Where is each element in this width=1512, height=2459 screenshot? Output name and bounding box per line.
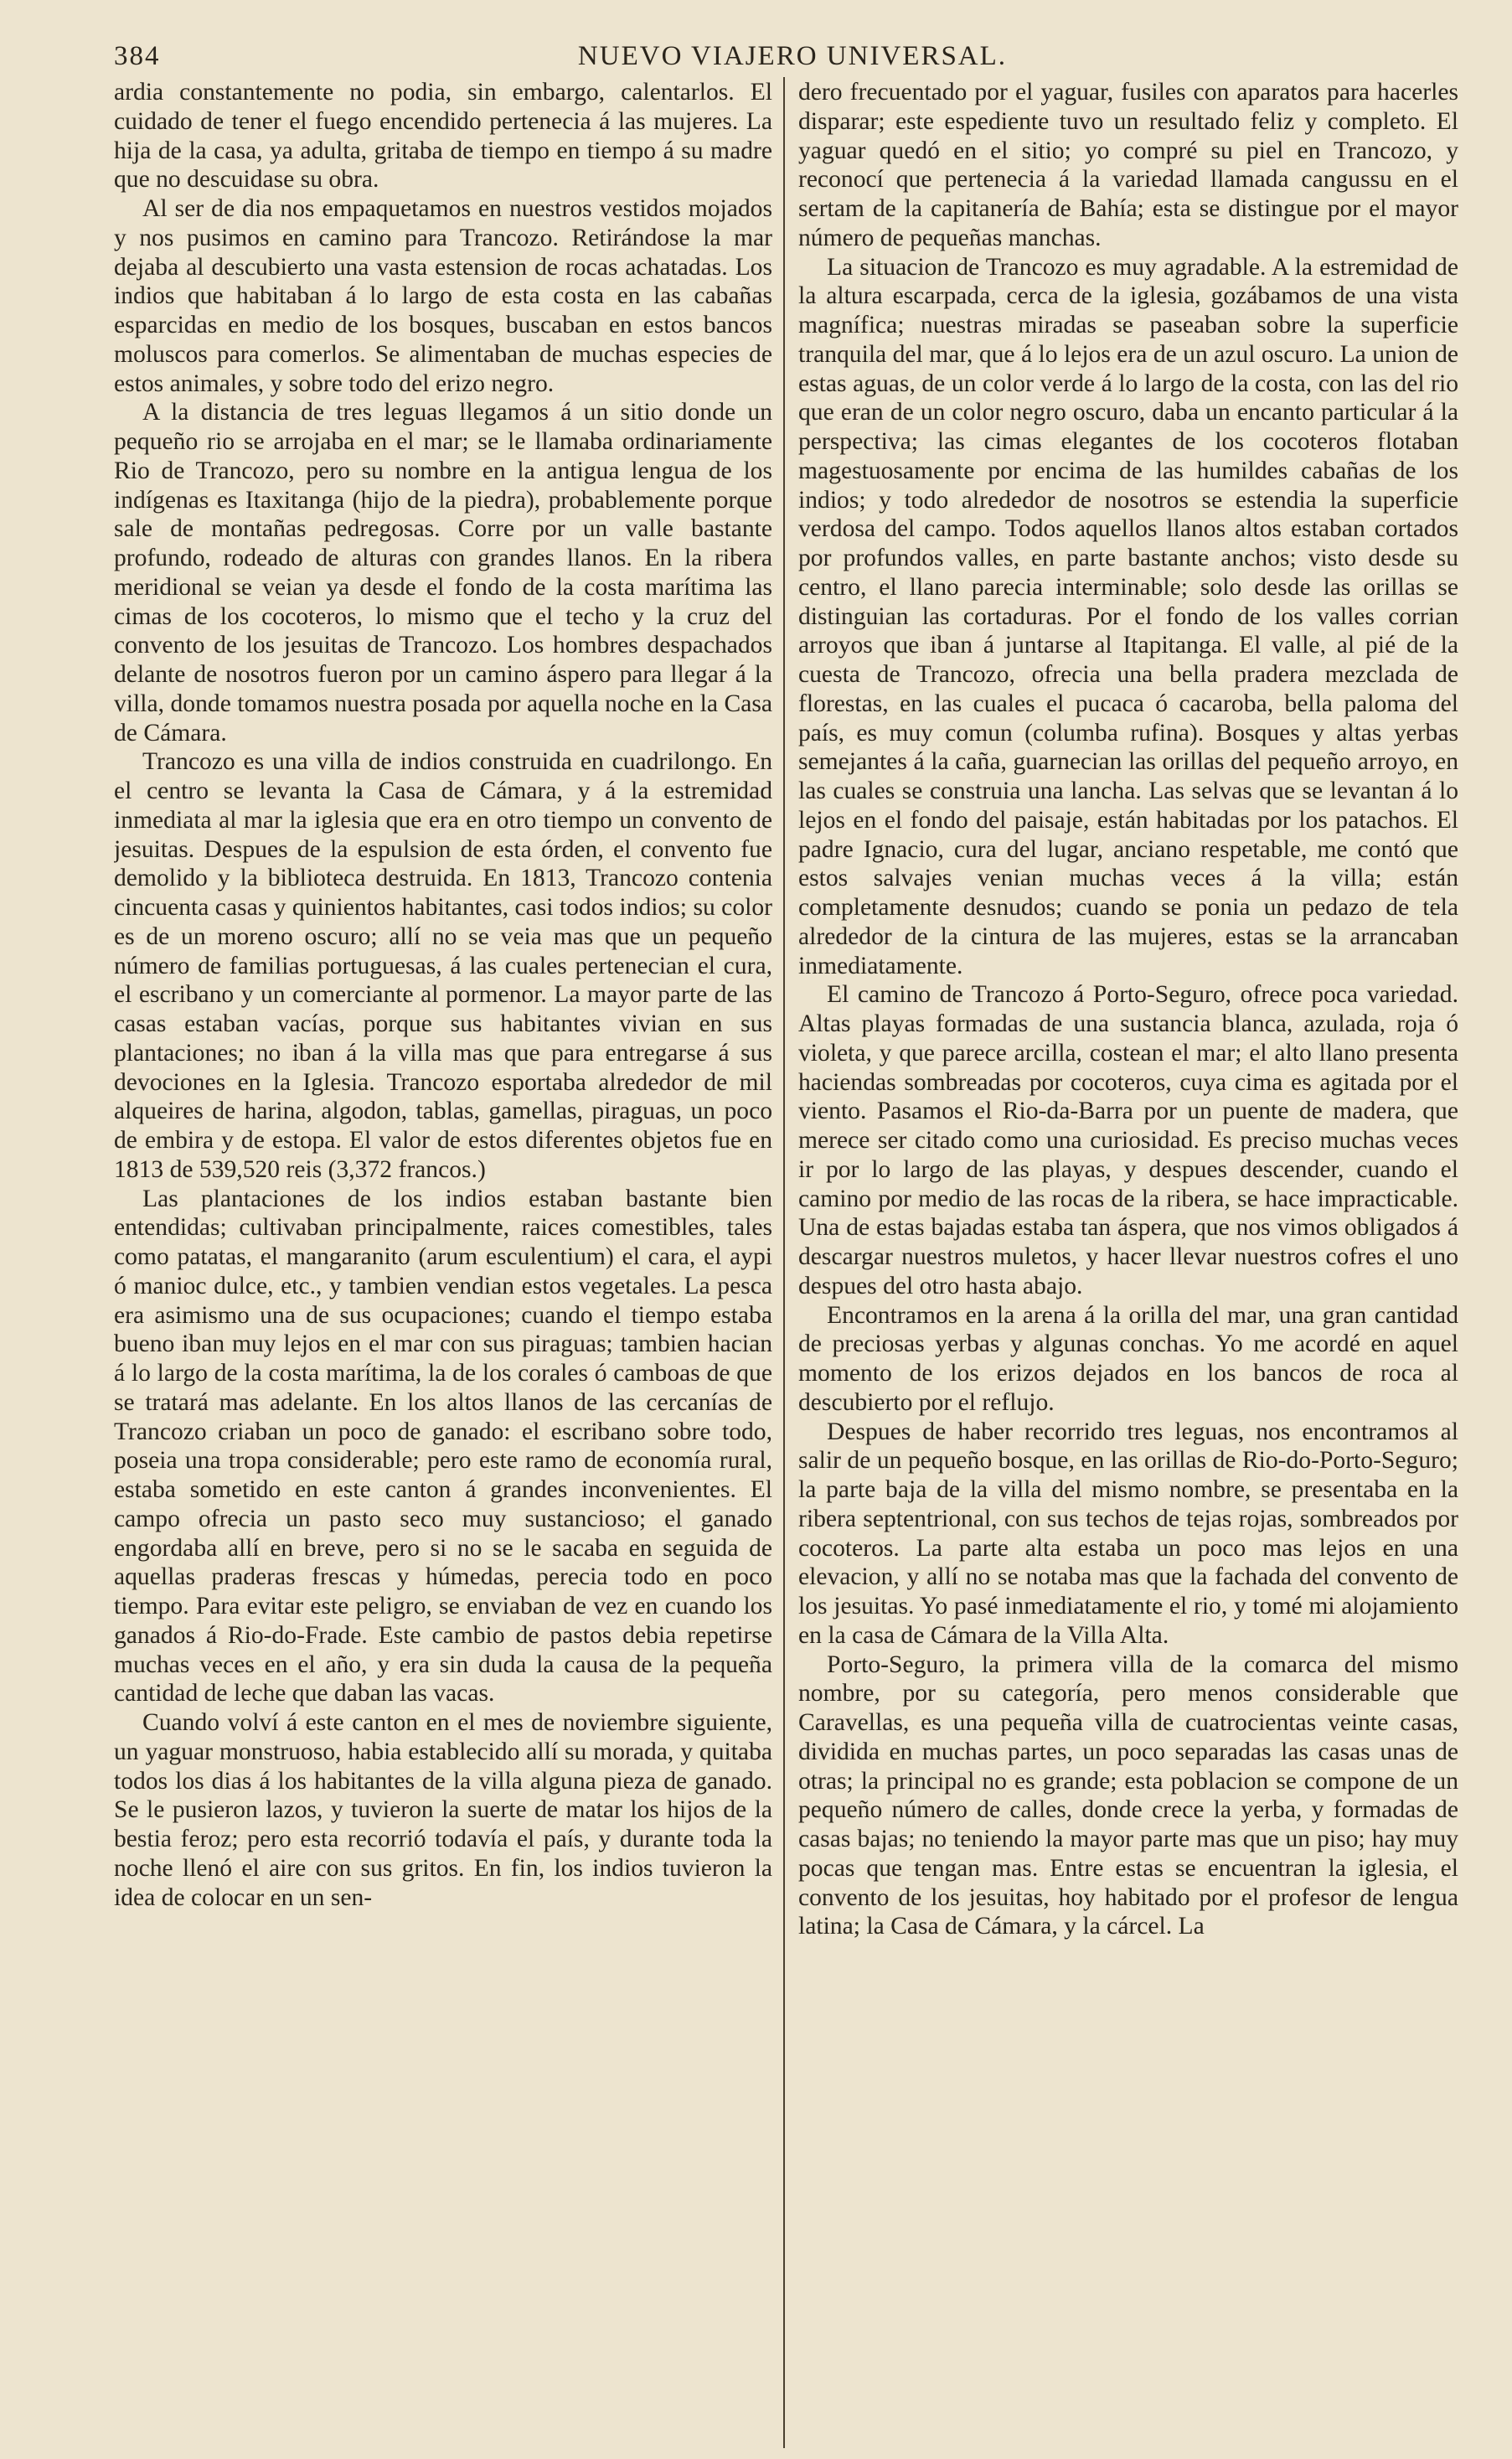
page-number: 384 — [114, 41, 161, 71]
paragraph: Trancozo es una villa de indios construida en cuadrilongo. En el centro se levanta la Casa de Cámara, y á la estremidad inmediata al mar la iglesia que era en otro tiempo un convento de jesuitas. Despues de la espulsion de esta órden, el convento fue demolido y la biblioteca destruida. En 1813, Trancozo contenia cincuenta casas y quinientos habitantes, casi todos indios; su color es de un moreno oscuro; allí no se veia mas que un pequeño número de familias portuguesas, á las cuales pertenecian el cura, el escribano y un comerciante al pormenor. La mayor parte de las casas estaban vacías, porque sus habitantes vivian en sus plantaciones; no iban á la villa mas que para entregarse á sus devociones en la Iglesia. Trancozo esportaba alrededor de mil alqueires de harina, algodon, tablas, gamellas, piraguas, un poco de embira y de estopa. El valor de estos diferentes objetos fue en 1813 de 539,520 reis (3,372 francos.) — [114, 748, 772, 1183]
paragraph: Encontramos en la arena á la orilla del mar, una gran cantidad de preciosas yerbas y algunas conchas. Yo me acordé en aquel momento de los erizos dejados en los bancos de roca al descubierto por el reflujo. — [798, 1301, 1458, 1416]
right-column — [798, 78, 1458, 2449]
paragraph: El camino de Trancozo á Porto-Seguro, ofrece poca variedad. Altas playas formadas de una sustancia blanca, azulada, roja ó violeta, y que parece arcilla, costean el mar; el alto llano presenta haciendas sombreadas por cocoteros, cuya cima es agitada por el viento. Pasamos el Rio-da-Barra por un puente de madera, que merece ser citado como una curiosidad. Es preciso muchas veces ir por lo largo de las playas, y despues descender, cuando el camino por medio de las rocas de la ribera, se hace impracticable. Una de estas bajadas estaba tan áspera, que nos vimos obligados á descargar nuestros muletos, y hacer llevar nuestros cofres el uno despues del otro hasta abajo. — [798, 981, 1458, 1299]
paragraph: Al ser de dia nos empaquetamos en nuestros vestidos mojados y nos pusimos en camino para Trancozo. Retirándose la mar dejaba al descubierto una vasta estension de rocas achatadas. Los indios que habitaban á lo largo de esta costa en las cabañas esparcidas en medio de los bosques, buscaban en estos bancos moluscos para comerlos. Se alimentaban de muchas especies de estos animales, y sobre todo del erizo negro. — [114, 195, 772, 397]
paragraph: Porto-Seguro, la primera villa de la comarca del mismo nombre, por su categoría, pero menos considerable que Caravellas, es una pequeña villa de cuatrocientas veinte casas, dividida en muchas partes, un poco separadas las casas unas de otras; la principal no es grande; esta poblacion se compone de un pequeño número de calles, donde crece la yerba, y formadas de casas bajas; no teniendo la mayor parte mas que un piso; hay muy pocas que tengan mas. Entre estas se encuentran la iglesia, el convento de los jesuitas, hoy habitado por el profesor de lengua latina; la Casa de Cámara, y la cárcel. La — [798, 1651, 1458, 1940]
paragraph: dero frecuentado por el yaguar, fusiles con aparatos para hacerles disparar; este espediente tuvo un resultado feliz y completo. El yaguar quedó en el sitio; yo compré su piel en Trancozo, y reconocí que pertenecia á la variedad llamada cangussu en el sertam de la capitanería de Bahía; esta se distingue por el mayor número de pequeñas manchas. — [798, 79, 1458, 251]
paragraph: Despues de haber recorrido tres leguas, nos encontramos al salir de un pequeño bosque, en las orillas de Rio-do-Porto-Seguro; la parte baja de la villa del mismo nombre, se presentaba en la ribera septentrional, con sus techos de tejas rojas, sombreados por cocoteros. La parte alta estaba un poco mas lejos en una elevacion, y allí no se notaba mas que la fachada del convento de los jesuitas. Yo pasé inmediatamente el rio, y tomé mi alojamiento en la casa de Cámara de la Villa Alta. — [798, 1418, 1458, 1649]
paragraph: Cuando volví á este canton en el mes de noviembre siguiente, un yaguar monstruoso, habia establecido allí su morada, y quitaba todos los dias á los habitantes de la villa alguna pieza de ganado. Se le pusieron lazos, y tuvieron la suerte de matar los hijos de la bestia feroz; pero esta recorrió todavía el país, y durante toda la noche llenó el aire con sus gritos. En fin, los indios tuvieron la idea de colocar en un sen- — [114, 1709, 772, 1911]
left-column — [114, 78, 772, 2449]
paragraph: Las plantaciones de los indios estaban bastante bien entendidas; cultivaban principalmente, raices comestibles, tales como patatas, el mangaranito (arum esculentium) el cara, el aypi ó manioc dulce, etc., y tambien vendian estos vegetales. La pesca era asimismo una de sus ocupaciones; cuando el tiempo estaba bueno iban muy lejos en el mar con sus piraguas; tambien hacian á lo largo de la costa marítima, la de los corales ó camboas de que se tratará mas adelante. En los altos llanos de las cercanías de Trancozo criaban un poco de ganado: el escribano sobre todo, poseia una tropa considerable; pero este ramo de economía rural, estaba sometido en este canton á grandes inconvenientes. El campo ofrecia un pasto seco muy sustancioso; el ganado engordaba allí en breve, pero si no se le sacaba en seguida de aquellas praderas frescas y húmedas, perecia todo en poco tiempo. Para evitar este peligro, se enviaban de vez en cuando los ganados á Rio-do-Frade. Este cambio de pastos debia repetirse muchas veces en el año, y era sin duda la causa de la pequeña cantidad de leche que daban las vacas. — [114, 1185, 772, 1707]
paragraph: ardia constantemente no podia, sin embargo, calentarlos. El cuidado de tener el fuego encendido pertenecia á las mujeres. La hija de la casa, ya adulta, gritaba de tiempo en tiempo á su madre que no descuidase su obra. — [114, 79, 772, 194]
paragraph: A la distancia de tres leguas llegamos á un sitio donde un pequeño rio se arrojaba en el mar; se le llamaba ordinariamente Rio de Trancozo, pero su nombre en la antigua lengua de los indígenas es Itaxitanga (hijo de la piedra), probablemente porque sale de montañas pedregosas. Corre por un valle bastante profundo, rodeado de alturas con grandes llanos. En la ribera meridional se veian ya desde el fondo de la costa marítima las cimas de los cocoteros, lo mismo que el techo y la cruz del convento de los jesuitas de Trancozo. Los hombres despachados delante de nosotros fueron por un camino áspero para llegar á la villa, donde tomamos nuestra posada por aquella noche en la Casa de Cámara. — [114, 399, 772, 746]
column-divider — [783, 77, 785, 2448]
running-title: NUEVO VIAJERO UNIVERSAL. — [577, 41, 1008, 71]
page-header — [114, 37, 1471, 75]
paragraph: La situacion de Trancozo es muy agradable. A la estremidad de la altura escarpada, cerca de la iglesia, gozábamos de una vista magnífica; nuestras miradas se paseaban sobre la superficie tranquila del mar, que á lo lejos era de un azul oscuro. La union de estas aguas, de un color verde á lo largo de la costa, con las del rio que eran de un color negro oscuro, daba un encanto particular á la perspectiva; las cimas elegantes de los cocoteros flotaban magestuosamente por encima de las humildes cabañas de los indios; y todo alrededor de nosotros se estendia la superficie verdosa del campo. Todos aquellos llanos altos estaban cortados por profundos valles, en parte bastante anchos; visto desde su centro, el llano parecia interminable; solo desde las orillas se distinguian las cortaduras. Por el fondo de los valles corrian arroyos que iban á juntarse al Itapitanga. El valle, al pié de la cuesta de Trancozo, ofrecia una bella pradera mezclada de florestas, en las cuales el pucaca ó cacaroba, bella paloma del país, es muy comun (columba rufina). Bosques y altas yerbas semejantes á la caña, guarnecian las orillas del pequeño arroyo, en las cuales se construia una lancha. Las selvas que se levantan á lo lejos en el fondo del paisaje, están habitadas por los patachos. El padre Ignacio, cura del lugar, anciano respetable, me contó que estos salvajes venian muchas veces á la villa; están completamente desnudos; cuando se ponia un pedazo de tela alrededor de la cintura de las mujeres, estas se la arrancaban inmediatamente. — [798, 253, 1458, 979]
